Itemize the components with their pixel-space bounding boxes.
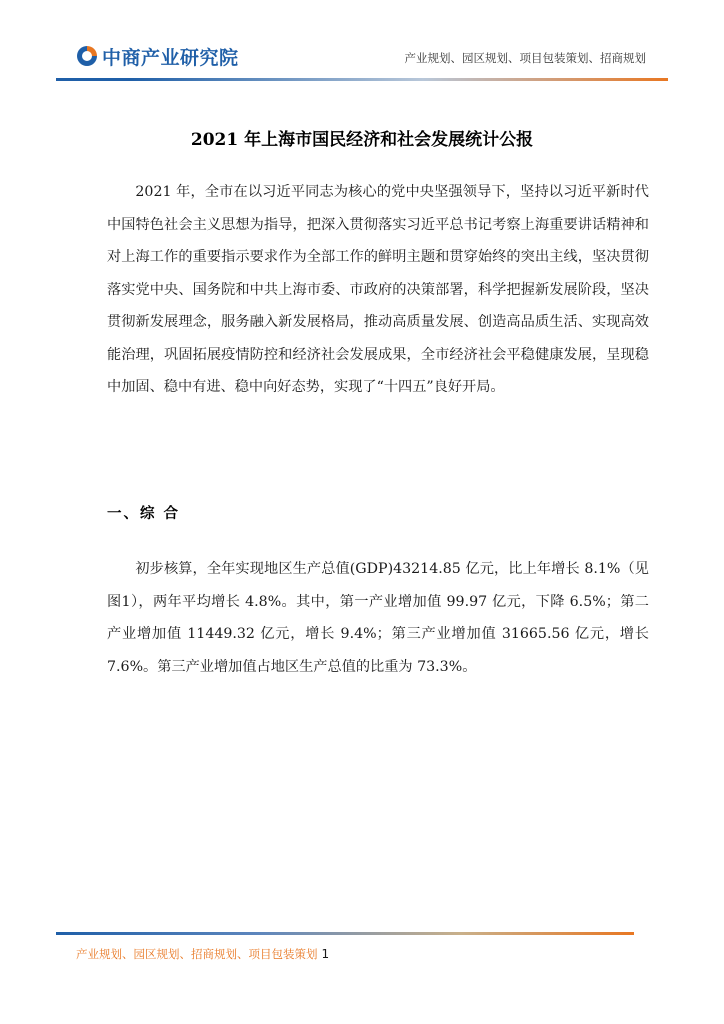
- footer-tagline: 产业规划、园区规划、招商规划、项目包装策划: [76, 947, 318, 961]
- section-heading: 一、综 合: [107, 505, 181, 522]
- header-divider: [56, 78, 668, 81]
- brand-circle-logo-icon: [76, 45, 98, 67]
- page-footer: [76, 946, 329, 962]
- page-header: [0, 0, 724, 82]
- footer-divider: [56, 932, 634, 935]
- page-number: 1: [321, 947, 330, 961]
- brand-logo: [76, 40, 239, 72]
- section-paragraph: 初步核算，全年实现地区生产总值(GDP)43214.85 亿元，比上年增长 8.1%（见图1），两年平均增长 4.8%。其中，第一产业增加值 99.97 亿元，下降 6.5%；第二产业增加值 11449.32 亿元，增长 9.4%；第三产业增加值 31665.56 亿元，增长 7.6%。第三产业增加值占地区生产总值的比重为 73.3%。: [107, 561, 649, 675]
- header-tagline: 产业规划、园区规划、项目包装策划、招商规划: [404, 51, 646, 65]
- brand-name: 中商产业研究院: [102, 46, 239, 69]
- intro-paragraph: 2021 年，全市在以习近平同志为核心的党中央坚强领导下，坚持以习近平新时代中国特色社会主义思想为指导，把深入贯彻落实习近平总书记考察上海重要讲话精神和对上海工作的重要指示要求作为全部工作的鲜明主题和贯穿始终的突出主线，坚决贯彻落实党中央、国务院和中共上海市委、市政府的决策部署，科学把握新发展阶段，坚决贯彻新发展理念，服务融入新发展格局，推动高质量发展、创造高品质生活、实现高效能治理，巩固拓展疫情防控和经济社会发展成果，全市经济社会平稳健康发展，呈现稳中加固、稳中有进、稳中向好态势，实现了“十四五”良好开局。: [107, 184, 649, 395]
- document-title: 2021 年上海市国民经济和社会发展统计公报: [190, 130, 534, 150]
